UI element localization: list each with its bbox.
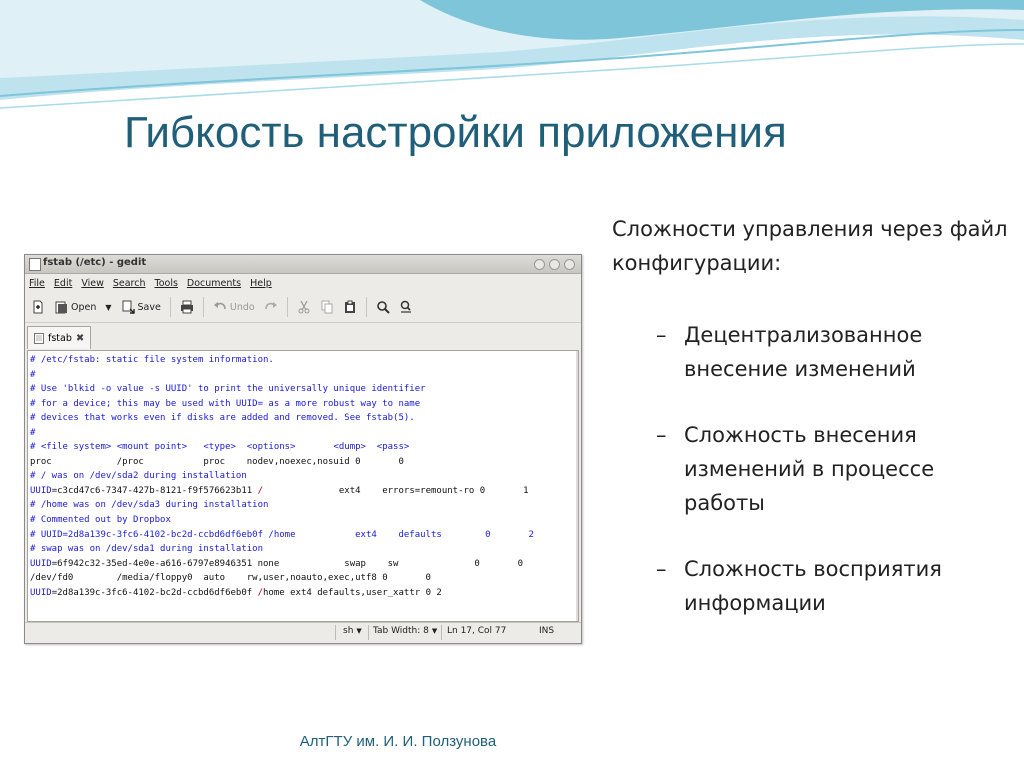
bullet-item (612, 418, 1012, 520)
header-wave-decoration (0, 0, 1024, 120)
print-button[interactable] (180, 300, 194, 314)
code-line: /dev/fd0 /media/floppy0 auto rw,user,noauto,exec,utf8 0 0 (30, 573, 431, 584)
print-icon (180, 300, 194, 314)
statusbar (25, 622, 581, 643)
menu-view[interactable]: View (81, 277, 104, 289)
code-line (30, 484, 578, 499)
uuid-value: =2d8a139c-3fc6-4102-bc2d-ccbd6df6eb0f (51, 587, 258, 598)
code-line: # (30, 427, 36, 438)
chevron-down-icon: ▼ (356, 627, 362, 635)
new-document-icon (31, 300, 45, 314)
menu-documents[interactable]: Documents (186, 277, 242, 289)
uuid-keyword: UUID (30, 558, 52, 569)
tab-width-label: Tab Width: 8 (373, 626, 429, 636)
text-file-icon (34, 333, 44, 344)
bullet-text: Сложность восприятия информации (684, 557, 942, 615)
find-icon (376, 300, 390, 314)
editor-lines (28, 351, 578, 600)
tab-label: fstab (48, 332, 72, 344)
toolbar-separator (203, 297, 204, 317)
language-label: sh (343, 626, 354, 636)
footer-text: АлтГТУ им. И. И. Ползунова (299, 733, 497, 750)
mount-slash: / (257, 587, 264, 598)
copy-icon (320, 300, 334, 314)
undo-icon (213, 300, 227, 314)
window-title: fstab (/etc) - gedit (43, 257, 147, 268)
minimize-button[interactable] (534, 259, 545, 270)
chevron-down-icon[interactable]: ▼ (105, 302, 112, 312)
replace-button[interactable] (399, 300, 413, 314)
intro-text: Сложности управления через файл конфигурации: (612, 217, 1008, 275)
bullet-marker: – (656, 323, 667, 347)
gedit-window (24, 254, 582, 644)
paste-icon (343, 300, 357, 314)
replace-icon (399, 300, 413, 314)
fstab-fields: home ext4 defaults,user_xattr 0 2 (263, 587, 442, 598)
menu-edit[interactable]: Edit (53, 277, 73, 289)
language-selector[interactable] (343, 626, 362, 636)
code-line: # / was on /dev/sda2 during installation (30, 471, 247, 482)
code-line: # UUID=2d8a139c-3fc6-4102-bc2d-ccbd6df6eb0f /home ext4 defaults 0 2 (30, 529, 534, 540)
bullet-text: Децентрализованное внесение изменений (684, 323, 923, 381)
toolbar-separator (287, 297, 288, 317)
copy-button[interactable] (320, 300, 334, 314)
slide-body (612, 212, 1012, 652)
menu-search[interactable]: Search (112, 277, 146, 289)
code-line: proc /proc proc nodev,noexec,nosuid 0 0 (30, 456, 404, 467)
menu-file[interactable]: File (29, 277, 45, 289)
mount-slash: / (257, 485, 264, 496)
code-line: # for a device; this may be used with UUID= as a more robust way to name (30, 398, 421, 409)
tab-width-selector[interactable] (373, 626, 437, 636)
cursor-position: Ln 17, Col 77 (447, 626, 507, 636)
code-line: # /home was on /dev/sda3 during installation (30, 500, 269, 511)
chevron-down-icon: ▼ (431, 627, 438, 635)
open-folder-icon (54, 300, 68, 314)
fstab-fields: ext4 errors=remount-ro 0 1 (263, 485, 529, 496)
undo-label: Undo (229, 301, 255, 313)
redo-button[interactable] (264, 300, 278, 314)
bullet-item (612, 318, 1012, 386)
bullet-item (612, 552, 1012, 620)
toolbar (25, 292, 581, 323)
uuid-value: =6f942c32-35ed-4e0e-a616-6797e8946351 none swap sw 0 0 (51, 558, 524, 569)
code-line: # Commented out by Dropbox (30, 515, 171, 526)
code-line: # <file system> <mount point> <type> <options> <dump> <pass> (30, 442, 410, 453)
bullet-text: Сложность внесения изменений в процессе работы (684, 423, 935, 515)
redo-icon (264, 300, 278, 314)
code-line (30, 586, 578, 601)
text-editor[interactable] (27, 350, 579, 622)
insert-mode: INS (539, 626, 555, 636)
cut-icon (297, 300, 311, 314)
new-button[interactable] (31, 300, 45, 314)
save-label: Save (137, 301, 161, 313)
code-line: # swap was on /dev/sda1 during installation (30, 544, 263, 555)
window-titlebar[interactable] (25, 255, 581, 274)
status-separator (368, 625, 369, 640)
status-separator (441, 625, 442, 640)
document-tabs (25, 323, 581, 349)
find-button[interactable] (376, 300, 390, 314)
code-line (30, 557, 578, 572)
menu-help[interactable]: Help (250, 277, 272, 289)
code-line: # (30, 369, 36, 380)
tab-fstab[interactable] (27, 326, 91, 349)
bullet-marker: – (656, 423, 667, 447)
save-button[interactable] (121, 300, 161, 314)
uuid-value: =c3cd47c6-7347-427b-8121-f9f576623b11 (51, 485, 258, 496)
open-label: Open (71, 301, 97, 313)
toolbar-separator (170, 297, 171, 317)
maximize-button[interactable] (549, 259, 560, 270)
code-line: # Use 'blkid -o value -s UUID' to print the universally unique identifier (30, 384, 426, 395)
close-button[interactable] (564, 259, 575, 270)
code-line: # /etc/fstab: static file system information. (30, 355, 274, 365)
menu-tools[interactable]: Tools (154, 277, 178, 289)
undo-button[interactable] (213, 300, 255, 314)
save-icon (121, 300, 135, 314)
bullet-marker: – (656, 557, 667, 581)
paste-button[interactable] (343, 300, 357, 314)
code-line: # devices that works even if disks are added and removed. See fstab(5). (30, 413, 415, 424)
document-icon (29, 258, 41, 271)
menubar (25, 274, 581, 292)
status-separator (335, 625, 336, 640)
cut-button[interactable] (297, 300, 311, 314)
open-button[interactable] (54, 300, 112, 314)
slide-title: Гибкость настройки приложения (124, 108, 787, 157)
tab-close-icon[interactable]: ✖ (75, 332, 85, 344)
uuid-keyword: UUID (30, 485, 52, 496)
uuid-keyword: UUID (30, 587, 52, 598)
editor-scrollbar[interactable] (576, 351, 578, 621)
toolbar-separator (366, 297, 367, 317)
